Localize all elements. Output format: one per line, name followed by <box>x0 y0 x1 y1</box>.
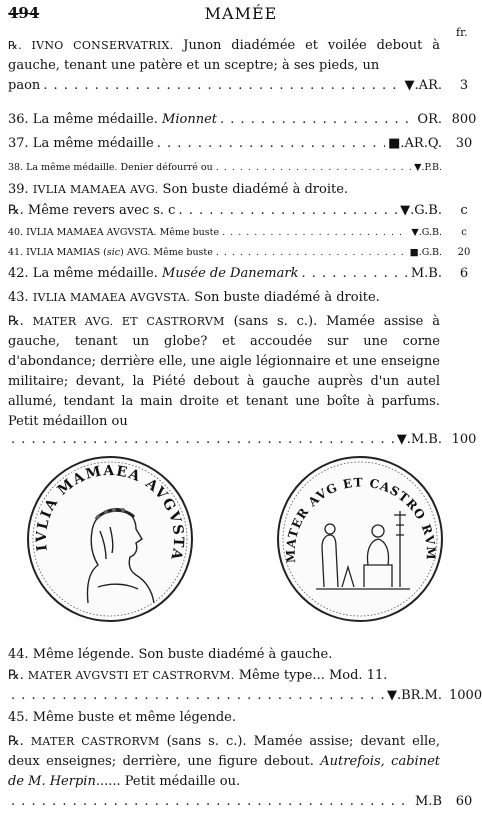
entry-45-value: 60 <box>455 794 473 809</box>
reverse-legend: MATER AVG ET CASTRO RVM <box>283 475 438 564</box>
entry-45: 45. Même buste et même légende. <box>8 710 236 725</box>
obverse-legend: IVLIA MAMAEA AVGVSTA <box>33 463 187 563</box>
entry-39-reverse: ℞. Même revers avec s. c . . . ▼.G.B. <box>8 201 442 221</box>
entry-37-value: 30 <box>455 136 473 151</box>
entry-42-value: 6 <box>459 266 469 281</box>
entry-40: 40. IVLIA MAMAEA AVGVSTA. Même buste . . . ▼.G.B. <box>8 225 442 241</box>
entry-43-value: 100 <box>451 432 477 447</box>
entry-40-value: c <box>461 227 467 238</box>
coin-obverse <box>26 455 194 623</box>
entry-45-reverse: ℞. MATER CASTRORVM (sans s. c.). Mamée assise; devant elle, deux enseignes; derrière, une figure debout. Autrefois, cabinet de M. Herpin...... Petit médaille ou. <box>8 734 441 789</box>
column-unit-label: fr. <box>456 26 468 39</box>
page-number: 494 <box>8 4 40 22</box>
entry-44-metal: . . . ▼.BR.M. <box>8 686 442 706</box>
coin-illustration <box>26 455 446 630</box>
entry-37: 37. La même médaille . . . ■.AR.Q. <box>8 134 442 154</box>
entry-43: 43. IVLIA MAMAEA AVGVSTA. Son buste diadémé à droite. <box>8 290 380 305</box>
entry-36: 36. La même médaille. Mionnet . . . OR. <box>8 110 442 130</box>
entry-43-reverse: ℞. MATER AVG. ET CASTRORVM (sans s. c.). Mamée assise à gauche, tenant un globe? et accoudée sur une corne d'abondance; derrière elle, une aigle légionnaire et une enseigne militaire; devant, la Piété debout à gauche auprès d'un autel allumé, tendant la main droite et tenant une boîte à parfums. Petit médaillon ou <box>8 314 440 429</box>
entry-44-value: 1000 <box>449 688 482 703</box>
entry-39-reverse-value: c <box>460 203 468 218</box>
coin-reverse <box>276 455 444 623</box>
entry-41-value: 20 <box>457 247 471 258</box>
entry-44-reverse: ℞. MATER AVGVSTI ET CASTRORVM. Même type... Mod. 11. <box>8 668 388 683</box>
entry-38: 38. La même médaille. Denier défourré ou . . . ▼.P.B. <box>8 160 442 176</box>
entry-44: 44. Même légende. Son buste diadémé à gauche. <box>8 647 333 662</box>
entry-iuno-line3: paon . . . ▼.AR. <box>8 76 442 96</box>
entry-iuno-conservatrix: ℞. IVNO CONSERVATRIX. Junon diadémée et voilée debout à gauche, tenant une patère et un sceptre; à ses pieds, un <box>8 38 440 73</box>
entry-41: 41. IVLIA MAMIAS (sic) AVG. Même buste . . . ■.G.B. <box>8 245 442 261</box>
entry-43-metal: . . . ▼.M.B. <box>8 430 442 450</box>
entry-45-metal: . . . M.B <box>8 792 442 812</box>
entry-42: 42. La même médaille. Musée de Danemark . . . M.B. <box>8 264 442 284</box>
entry-iuno-value: 3 <box>459 78 469 93</box>
entry-39: 39. IVLIA MAMAEA AVG. Son buste diadémé à droite. <box>8 182 349 197</box>
entry-36-value: 800 <box>451 112 477 127</box>
page-title: MAMÉE <box>204 4 278 23</box>
